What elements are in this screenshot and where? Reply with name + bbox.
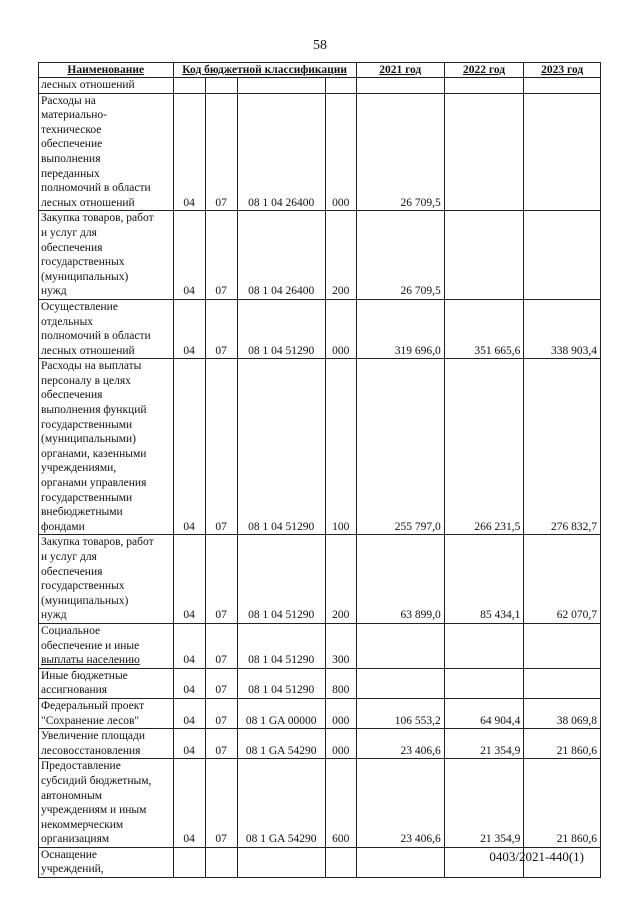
row-name-line: лесовосстановления — [41, 744, 141, 757]
row-name-line: обеспечение — [41, 138, 103, 151]
target-article-code: 08 1 04 51290 — [237, 299, 325, 358]
target-article-code: 08 1 04 51290 — [237, 535, 325, 624]
amount-2023 — [524, 93, 601, 211]
row-name-line: выполнения — [41, 152, 101, 165]
target-article-code — [237, 78, 325, 94]
row-name-line: обеспечения — [41, 389, 103, 402]
amount-2023: 38 069,8 — [524, 698, 601, 728]
amount-2021: 63 899,0 — [356, 535, 444, 624]
razdel-code: 04 — [173, 535, 205, 624]
row-name — [39, 729, 174, 759]
amount-2023: 21 860,6 — [524, 759, 601, 848]
expense-type-code: 200 — [325, 535, 356, 624]
row-name-line: обеспечения — [41, 565, 103, 578]
row-name-line: техническое — [41, 123, 102, 136]
expense-type-code: 800 — [325, 668, 356, 698]
row-name-line: государственных — [41, 256, 125, 269]
amount-2022 — [444, 78, 524, 94]
row-name — [39, 847, 174, 877]
razdel-code: 04 — [173, 668, 205, 698]
podrazdel-code: 07 — [205, 623, 237, 668]
row-name — [39, 623, 174, 668]
row-name-line: ассигнования — [41, 684, 108, 697]
row-name-line: Закупка товаров, работ — [41, 536, 154, 549]
row-name-line: органами управления — [41, 477, 147, 490]
row-name — [39, 668, 174, 698]
podrazdel-code: 07 — [205, 668, 237, 698]
expense-type-code: 600 — [325, 759, 356, 848]
amount-2021: 106 553,2 — [356, 698, 444, 728]
razdel-code: 04 — [173, 299, 205, 358]
amount-2022: 21 354,9 — [444, 729, 524, 759]
table-row — [39, 729, 601, 759]
podrazdel-code: 07 — [205, 93, 237, 211]
podrazdel-code: 07 — [205, 359, 237, 535]
row-name-line: государственных — [41, 580, 125, 593]
table-row — [39, 535, 601, 624]
row-name — [39, 78, 174, 94]
budget-table — [38, 62, 601, 878]
amount-2022: 85 434,1 — [444, 535, 524, 624]
row-name-line: учреждениями, — [41, 462, 117, 475]
row-name-line: нужд — [41, 285, 67, 298]
row-name-line: персоналу в целях — [41, 374, 131, 387]
row-name-line: Расходы на — [41, 94, 96, 107]
table-body — [39, 78, 601, 878]
row-name-line: материально- — [41, 109, 107, 122]
page-number: 58 — [313, 38, 327, 53]
row-name-line: Иные бюджетные — [41, 669, 128, 682]
table-row — [39, 623, 601, 668]
podrazdel-code: 07 — [205, 698, 237, 728]
expense-type-code: 000 — [325, 299, 356, 358]
expense-type-code: 100 — [325, 359, 356, 535]
amount-2021 — [356, 623, 444, 668]
expense-type-code — [325, 78, 356, 94]
header-code: Код бюджетной классификации — [173, 63, 356, 78]
target-article-code: 08 1 GA 54290 — [237, 759, 325, 848]
row-name-line: (муниципальных) — [41, 594, 129, 607]
amount-2023: 21 860,6 — [524, 729, 601, 759]
target-article-code: 08 1 04 51290 — [237, 359, 325, 535]
row-name-line: Осуществление — [41, 300, 118, 313]
podrazdel-code: 07 — [205, 535, 237, 624]
row-name-line: государственными — [41, 418, 133, 431]
amount-2021 — [356, 668, 444, 698]
amount-2021: 26 709,5 — [356, 211, 444, 300]
amount-2022: 21 354,9 — [444, 759, 524, 848]
podrazdel-code: 07 — [205, 211, 237, 300]
amount-2023: 276 832,7 — [524, 359, 601, 535]
expense-type-code: 000 — [325, 93, 356, 211]
amount-2022 — [444, 93, 524, 211]
row-name-line: лесных отношений — [41, 196, 135, 209]
podrazdel-code: 07 — [205, 759, 237, 848]
row-name — [39, 211, 174, 300]
table-row — [39, 698, 601, 728]
row-name — [39, 299, 174, 358]
row-name-line: обеспечение и иные — [41, 639, 140, 652]
row-name-line: "Сохранение лесов" — [41, 714, 140, 727]
amount-2021 — [356, 78, 444, 94]
header-2023: 2023 год — [524, 63, 601, 78]
row-name-line: внебюджетными — [41, 506, 123, 519]
row-name-line: нужд — [41, 609, 67, 622]
row-name — [39, 535, 174, 624]
row-name-line: автономным — [41, 789, 102, 802]
amount-2022: 64 904,4 — [444, 698, 524, 728]
target-article-code: 08 1 04 51290 — [237, 623, 325, 668]
amount-2023 — [524, 211, 601, 300]
target-article-code: 08 1 GA 54290 — [237, 729, 325, 759]
target-article-code: 08 1 04 26400 — [237, 211, 325, 300]
amount-2021: 255 797,0 — [356, 359, 444, 535]
amount-2023 — [524, 78, 601, 94]
razdel-code: 04 — [173, 623, 205, 668]
row-name-line: (муниципальными) — [41, 433, 136, 446]
razdel-code: 04 — [173, 211, 205, 300]
row-name — [39, 359, 174, 535]
razdel-code — [173, 847, 205, 877]
row-name-line: выплаты населению — [41, 654, 140, 667]
header-2022: 2022 год — [444, 63, 524, 78]
podrazdel-code: 07 — [205, 729, 237, 759]
razdel-code: 04 — [173, 729, 205, 759]
table-row — [39, 211, 601, 300]
table-row — [39, 93, 601, 211]
amount-2023: 62 070,7 — [524, 535, 601, 624]
razdel-code — [173, 78, 205, 94]
expense-type-code: 000 — [325, 729, 356, 759]
amount-2022: 266 231,5 — [444, 359, 524, 535]
row-name-line: полномочий в области — [41, 330, 151, 343]
razdel-code: 04 — [173, 698, 205, 728]
amount-2021: 26 709,5 — [356, 93, 444, 211]
amount-2023 — [524, 623, 601, 668]
row-name-line: учреждений, — [41, 863, 104, 876]
razdel-code: 04 — [173, 93, 205, 211]
expense-type-code — [325, 847, 356, 877]
row-name-line: некоммерческим — [41, 818, 124, 831]
amount-2023: 338 903,4 — [524, 299, 601, 358]
expense-type-code: 300 — [325, 623, 356, 668]
row-name-line: Оснащение — [41, 848, 98, 861]
row-name-line: выполнения функций — [41, 404, 147, 417]
table-row — [39, 759, 601, 848]
row-name-line: обеспечения — [41, 241, 103, 254]
amount-2021: 319 696,0 — [356, 299, 444, 358]
row-name-line: Расходы на выплаты — [41, 360, 142, 373]
table-header-row — [39, 63, 601, 78]
expense-type-code: 000 — [325, 698, 356, 728]
row-name-line: учреждениям и иным — [41, 804, 147, 817]
row-name — [39, 93, 174, 211]
row-name-line: субсидий бюджетным, — [41, 774, 152, 787]
amount-2022: 351 665,6 — [444, 299, 524, 358]
row-name-line: Федеральный проект — [41, 699, 145, 712]
podrazdel-code — [205, 847, 237, 877]
amount-2022 — [444, 668, 524, 698]
row-name — [39, 759, 174, 848]
amount-2023 — [524, 668, 601, 698]
row-name-line: Увеличение площади — [41, 730, 145, 743]
row-name-line: организациям — [41, 833, 110, 846]
table-row — [39, 668, 601, 698]
amount-2022 — [444, 623, 524, 668]
table-row — [39, 359, 601, 535]
row-name-line: Закупка товаров, работ — [41, 212, 154, 225]
amount-2021 — [356, 847, 444, 877]
target-article-code: 08 1 GA 00000 — [237, 698, 325, 728]
document-code: 0403/2021-440(1) — [489, 849, 584, 864]
expense-type-code: 200 — [325, 211, 356, 300]
row-name-line: полномочий в области — [41, 182, 151, 195]
target-article-code: 08 1 04 26400 — [237, 93, 325, 211]
table-row — [39, 299, 601, 358]
amount-2021: 23 406,6 — [356, 759, 444, 848]
table-row — [39, 78, 601, 94]
header-name: Наименование — [39, 63, 174, 78]
row-name-line: государственными — [41, 491, 133, 504]
row-name-line: лесных отношений — [41, 344, 135, 357]
row-name-line: лесных отношений — [41, 79, 135, 91]
row-name-line: переданных — [41, 167, 100, 180]
amount-2021: 23 406,6 — [356, 729, 444, 759]
razdel-code: 04 — [173, 359, 205, 535]
podrazdel-code: 07 — [205, 299, 237, 358]
row-name — [39, 698, 174, 728]
row-name-line: и услуг для — [41, 551, 97, 563]
target-article-code: 08 1 04 51290 — [237, 668, 325, 698]
row-name-line: фондами — [41, 520, 85, 533]
row-name-line: органами, казенными — [41, 447, 147, 460]
header-2021: 2021 год — [356, 63, 444, 78]
row-name-line: Предоставление — [41, 760, 121, 773]
row-name-line: и услуг для — [41, 226, 97, 239]
razdel-code: 04 — [173, 759, 205, 848]
podrazdel-code — [205, 78, 237, 94]
row-name-line: отдельных — [41, 315, 94, 328]
row-name-line: (муниципальных) — [41, 270, 129, 283]
target-article-code — [237, 847, 325, 877]
row-name-line: Социальное — [41, 624, 101, 637]
amount-2022 — [444, 211, 524, 300]
